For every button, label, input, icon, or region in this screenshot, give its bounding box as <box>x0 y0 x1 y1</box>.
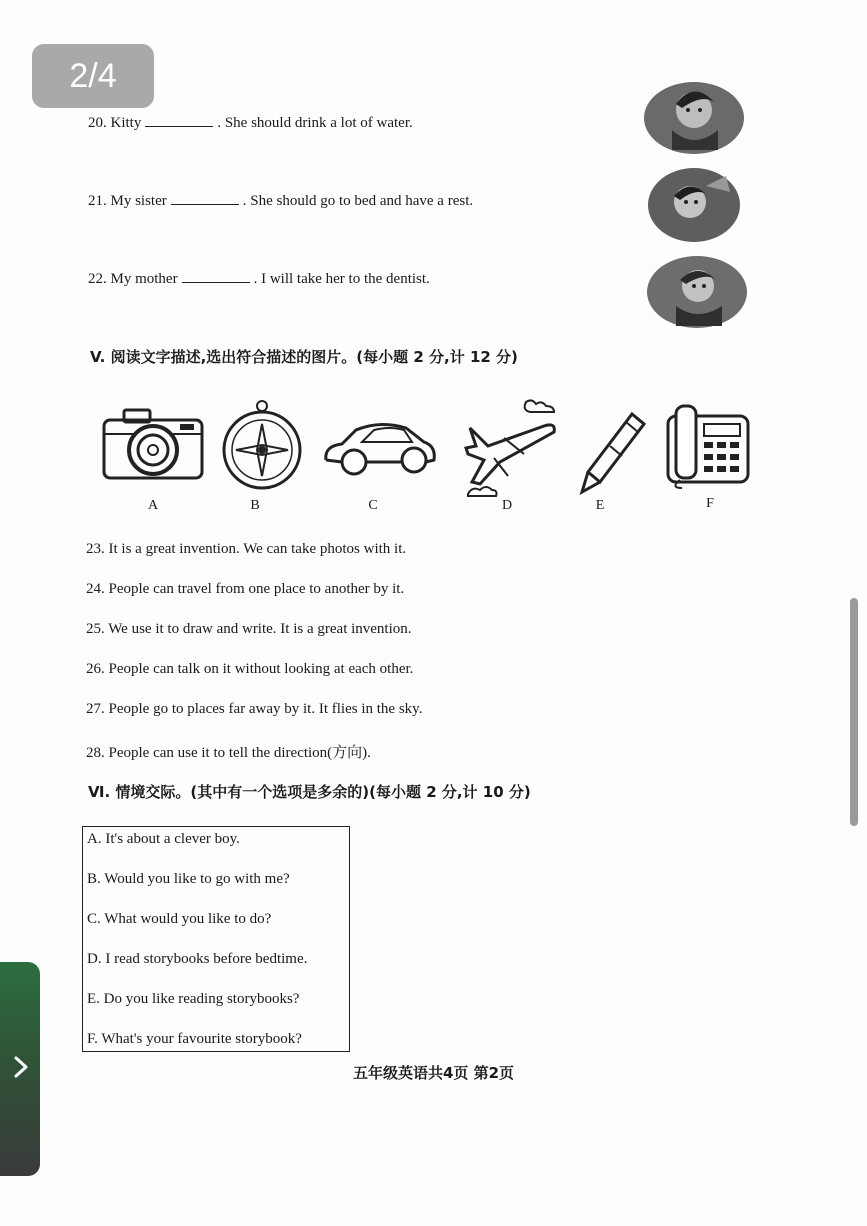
section-6-title: Ⅵ. 情境交际。(其中有一个选项是多余的)(每小题 2 分,计 10 分) <box>88 783 531 801</box>
question-25: 25. We use it to draw and write. It is a great invention. <box>86 621 412 637</box>
airplane-icon <box>460 398 560 508</box>
option-c: C. What would you like to do? <box>87 911 272 927</box>
page-indicator-badge: 2/4 <box>32 44 154 108</box>
question-number: 20. <box>88 115 107 131</box>
option-d: D. I read storybooks before bedtime. <box>87 951 308 967</box>
illustration-sick-girl <box>646 166 742 244</box>
question-subject: Kitty <box>110 115 142 131</box>
answer-blank <box>182 270 250 283</box>
car-icon <box>320 416 440 484</box>
question-text: . She should go to bed and have a rest. <box>242 193 474 209</box>
question-text: . She should drink a lot of water. <box>217 115 413 131</box>
telephone-icon <box>666 404 750 490</box>
option-a: A. It's about a clever boy. <box>87 831 240 847</box>
options-box <box>82 826 350 1052</box>
question-22 <box>88 270 430 288</box>
question-subject: My mother <box>110 271 178 287</box>
pencil-icon <box>578 410 648 496</box>
question-subject: My sister <box>110 193 167 209</box>
option-e: E. Do you like reading storybooks? <box>87 991 300 1007</box>
picture-label-e: E <box>595 498 605 513</box>
compass-icon <box>220 400 304 490</box>
section-5-title: V. 阅读文字描述,选出符合描述的图片。(每小题 2 分,计 12 分) <box>90 348 518 366</box>
picture-label-f: F <box>706 496 714 511</box>
chevron-right-icon <box>8 1054 34 1080</box>
picture-label-c: C <box>368 498 378 513</box>
illustration-toothache-woman <box>644 254 750 330</box>
option-f: F. What's your favourite storybook? <box>87 1031 302 1047</box>
question-21 <box>88 192 473 210</box>
question-20 <box>88 114 413 132</box>
illustration-thirsty-girl <box>642 80 746 156</box>
answer-blank <box>171 192 239 205</box>
page-footer: 五年级英语共4页 第2页 <box>352 1064 515 1082</box>
picture-label-a: A <box>147 498 159 513</box>
picture-label-d: D <box>501 498 513 513</box>
next-page-tab[interactable] <box>0 962 40 1176</box>
vertical-scrollbar[interactable] <box>850 598 858 826</box>
camera-icon <box>102 406 204 480</box>
question-text: . I will take her to the dentist. <box>253 271 430 287</box>
question-23: 23. It is a great invention. We can take photos with it. <box>86 541 407 557</box>
question-26: 26. People can talk on it without looking at each other. <box>86 661 414 677</box>
question-28: 28. People can use it to tell the direction(方向). <box>86 745 371 761</box>
question-27: 27. People go to places far away by it. It flies in the sky. <box>86 701 423 717</box>
question-number: 22. <box>88 271 107 287</box>
answer-blank <box>145 114 213 127</box>
question-number: 21. <box>88 193 107 209</box>
picture-label-b: B <box>250 498 260 513</box>
option-b: B. Would you like to go with me? <box>87 871 290 887</box>
question-24: 24. People can travel from one place to another by it. <box>86 581 405 597</box>
